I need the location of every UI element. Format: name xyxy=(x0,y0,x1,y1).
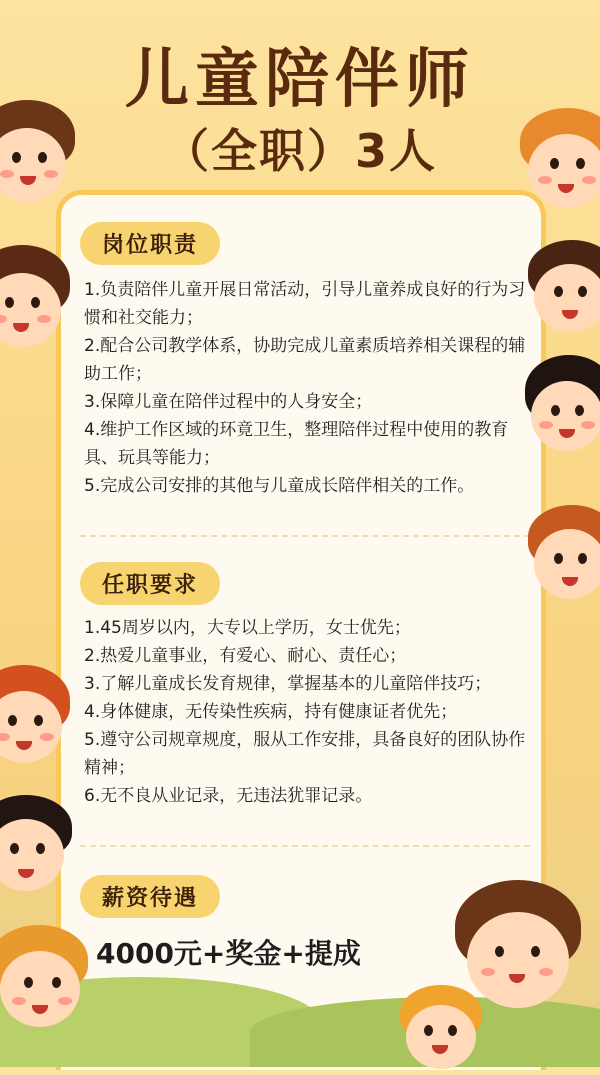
cartoon-child-illustration xyxy=(528,505,600,615)
cartoon-child-illustration xyxy=(520,108,600,218)
list-item: 5.完成公司安排的其他与儿童成长陪伴相关的工作。 xyxy=(84,476,475,496)
list-item: 3.保障儿童在陪伴过程中的人身安全； xyxy=(84,392,373,412)
salary-tag: 薪资待遇 xyxy=(80,875,220,918)
list-item: 4.维护工作区域的环竟卫生，整理陪伴过程中使用的教育具、玩具等能力； xyxy=(84,420,509,468)
cartoon-child-illustration xyxy=(525,355,600,465)
list-item: 4.身体健康，无传染性疾病，持有健康证者优先； xyxy=(84,702,458,722)
list-item: 1.负责陪伴儿童开展日常活动，引导儿童养成良好的行为习惯和社交能力； xyxy=(84,280,526,328)
salary-value: 4000元+奖金+提成 xyxy=(96,937,361,970)
list-item: 1.45周岁以内，大专以上学历，女士优先； xyxy=(84,618,411,638)
list-item: 5.遵守公司规章规度，服从工作安排，具备良好的团队协作精神； xyxy=(84,730,526,778)
list-item: 2.热爱儿童事业，有爱心、耐心、责任心； xyxy=(84,646,407,666)
list-item: 2.配合公司教学体系，协助完成儿童素质培养相关课程的辅助工作； xyxy=(84,336,526,384)
requirements-list xyxy=(84,614,534,810)
cartoon-child-illustration xyxy=(400,985,485,1075)
cartoon-child-illustration xyxy=(0,100,80,210)
section-divider xyxy=(80,845,530,847)
cartoon-child-illustration xyxy=(528,240,600,340)
page-subtitle: （全职）3人 xyxy=(162,124,437,178)
duties-tag: 岗位职责 xyxy=(80,222,220,265)
list-item: 3.了解儿童成长发育规律，掌握基本的儿童陪伴技巧； xyxy=(84,674,492,694)
cartoon-child-illustration xyxy=(0,795,75,905)
duties-list xyxy=(84,276,534,500)
section-divider xyxy=(80,535,530,537)
requirements-tag: 任职要求 xyxy=(80,562,220,605)
cartoon-child-illustration xyxy=(0,925,90,1045)
list-item: 6.无不良从业记录，无违法犹罪记录。 xyxy=(84,786,373,806)
page-title: 儿童陪伴师 xyxy=(125,43,475,117)
cartoon-child-illustration xyxy=(0,245,75,355)
cartoon-child-illustration xyxy=(0,665,73,775)
